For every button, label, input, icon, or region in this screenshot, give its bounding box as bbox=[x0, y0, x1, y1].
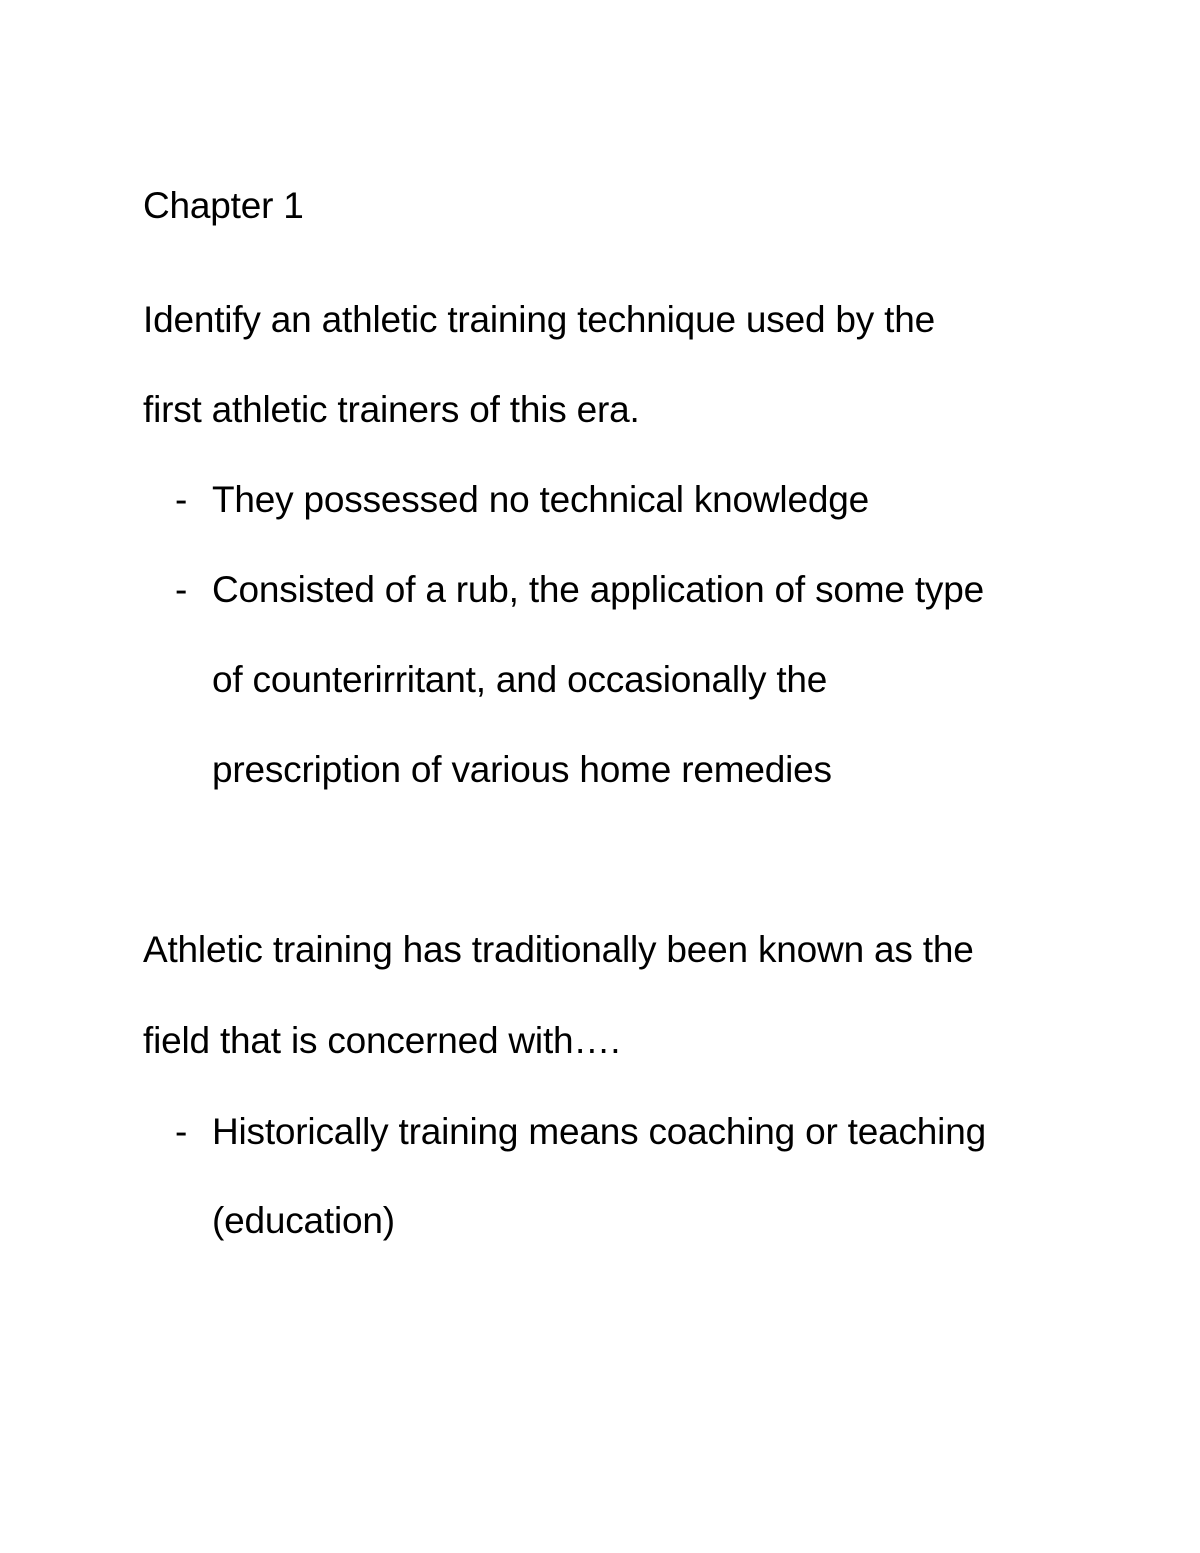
question-2-line-1: Athletic training has traditionally been known as the bbox=[143, 929, 974, 970]
bullet-3-line-1: Historically training means coaching or teaching bbox=[212, 1111, 986, 1152]
bullet-2-line-3: prescription of various home remedies bbox=[212, 749, 832, 790]
question-1-line-1: Identify an athletic training technique used by the bbox=[143, 299, 936, 340]
bullet-3-line-2: (education) bbox=[212, 1200, 395, 1241]
question-2-line-2: field that is concerned with…. bbox=[143, 1020, 621, 1061]
bullet-marker: - bbox=[175, 479, 188, 520]
bullet-marker: - bbox=[175, 569, 188, 610]
bullet-marker: - bbox=[175, 1111, 188, 1152]
bullet-2-line-1: Consisted of a rub, the application of some type bbox=[212, 569, 984, 610]
question-1-line-2: first athletic trainers of this era. bbox=[143, 389, 640, 430]
bullet-2-line-2: of counterirritant, and occasionally the bbox=[212, 659, 828, 700]
chapter-heading: Chapter 1 bbox=[143, 185, 304, 226]
bullet-1-line-1: They possessed no technical knowledge bbox=[212, 479, 869, 520]
